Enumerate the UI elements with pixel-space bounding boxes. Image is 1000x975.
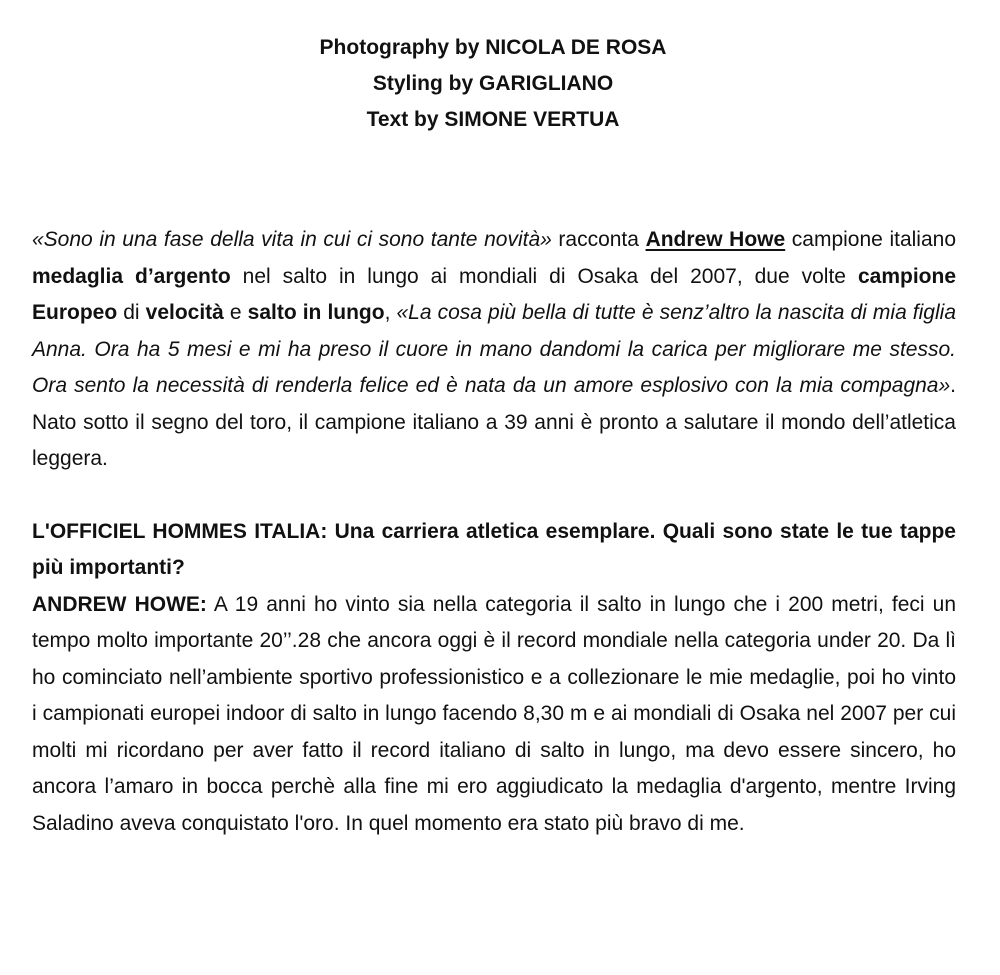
intro-quote: «La cosa più bella di tutte è senz’altro la nascita di mia figlia Anna. Ora ha 5 mesi e mi ha preso il cuore in mano dandomi la carica per migliorare me stesso. Ora sento la necessità di renderla felice ed è nata da un amore esplosivo con la mia compagna» (32, 301, 956, 397)
interview-question: L'OFFICIEL HOMMES ITALIA: Una carriera atletica esemplare. Quali sono state le tue tappe più importanti? (32, 519, 956, 579)
interview-answer (32, 587, 956, 843)
highlight-text: campione Europeo (32, 264, 956, 324)
intro-text: racconta (551, 228, 646, 251)
highlight-text: medaglia d’argento (32, 264, 231, 288)
highlight-text: velocità (145, 301, 224, 324)
answer-text: A 19 anni ho vinto sia nella categoria il salto in lungo che i 200 metri, feci un tempo molto importante 20’’.28 che ancora oggi è il record mondiale nella categoria under 20. Da lì ho cominciato nell’ambiente sportivo professionistico e a collezionare le mie medaglie, poi ho vinto i campionati europei indoor di salto in lungo facendo 8,30 m e ai mondiali di Osaka nel 2007 per cui molti mi ricordano per aver fatto il record italiano di salto in lungo, ma devo essere sincero, ho ancora l’amaro in bocca perchè alla fine mi ero aggiudicato la medaglia d'argento, mentre Irving Saladino aveva conquistato l'oro. In quel momento era stato più bravo di me. (32, 592, 956, 835)
intro-text: nel salto in lungo ai mondiali di Osaka del 2007, due volte (230, 264, 858, 288)
intro-text: campione italiano (785, 228, 956, 251)
text-credit: Text by SIMONE VERTUA (366, 108, 620, 131)
styling-credit: Styling by GARIGLIANO (372, 72, 614, 95)
credits-block (0, 30, 986, 138)
paragraph-spacer (32, 478, 956, 514)
intro-text: , (384, 301, 397, 324)
intro-paragraph (32, 222, 956, 478)
intro-text: di (117, 301, 146, 324)
highlight-text: salto in lungo (247, 301, 385, 324)
answer-speaker: ANDREW HOWE: (32, 592, 207, 616)
intro-text: e (223, 301, 248, 324)
article-body (32, 222, 956, 842)
intro-text: . Nato sotto il segno del toro, il campione italiano a 39 anni è pronto a salutare il mondo dell’atletica leggera. (32, 374, 956, 470)
intro-quote: «Sono in una fase della vita in cui ci sono tante novità» (32, 228, 552, 251)
photography-credit: Photography by NICOLA DE ROSA (319, 36, 667, 59)
andrew-howe-link[interactable]: Andrew Howe (645, 228, 786, 251)
